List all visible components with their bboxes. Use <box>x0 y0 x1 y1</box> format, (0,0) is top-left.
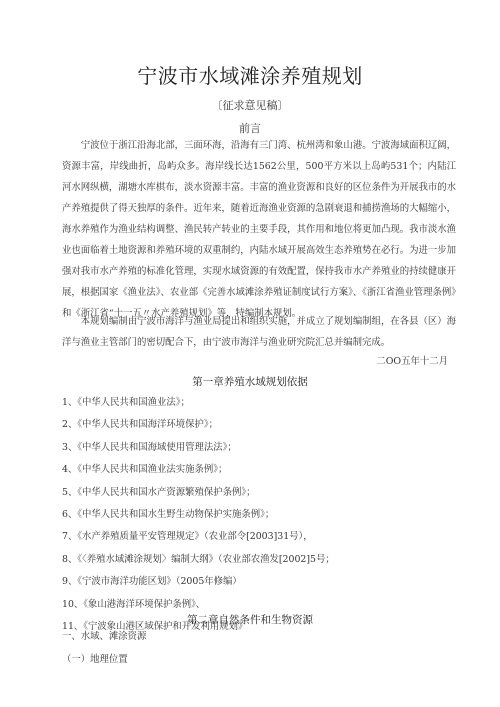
chapter-1-heading: 第一章养殖水域规划依据 <box>192 376 308 388</box>
reference-item: 1、《中华人民共和国渔业法》； <box>62 397 190 408</box>
reference-item: 7、《水产养殖质量平安管理规定》（农业部令[2003]31号）， <box>62 531 313 543</box>
document-subtitle: 〔征求意见稿〕 <box>211 99 289 112</box>
reference-item: 2、《中华人民共和国海洋环境保护》； <box>62 419 218 431</box>
chapter-2-heading: 第二章自然条件和生物资源 <box>187 614 313 626</box>
reference-item: 6、《中华人民共和国水生野生动物保护实施条例》； <box>62 508 275 520</box>
preface-heading: 前言 <box>239 122 261 135</box>
section-heading: 一、水域、滩涂资源 <box>62 631 147 642</box>
reference-item: 10、《象山港海洋环境保护条例》、 <box>62 598 206 610</box>
reference-item: 9、《宁波市海洋功能区划》（2005年修编） <box>62 576 242 588</box>
subsection-heading: （一）地理位置 <box>62 654 128 665</box>
preface-paragraph-2: 本规划编制由宁波市海洋与渔业局提出和组织实施，并成立了规划编制组，在各县（区）海洋与渔业主管部门的密切配合下，由宁波市海洋与渔业研究院汇总并编制完成。 <box>62 316 456 348</box>
preface-paragraph-1: 宁波位于浙江沿海北部，三面环海，沿海有三门湾、杭州湾和象山港。宁波海域面积辽阔，资源丰富，岸线曲折，岛屿众多。海岸线长达1562公里，500平方米以上岛屿531个；内陆江河水网纵横，湖塘水库棋布，淡水资源丰富。丰富的渔业资源和良好的区位条件为开展我市的水产养殖提供了得天独厚的条件。近年来，随着近海渔业资源的急剧衰退和捕捞渔场的大幅缩小，海水养殖作为渔业结构调整、渔民转产转业的主要手段，其作用和地位将更加凸现。我市淡水渔业也面临着土地资源和养殖环境的双重制约，内陆水域开展高效生态养殖势在必行。为进一步加强对我市水产养殖的标准化管理，实现水域资源的有效配置，保持我市水产养殖业的持续健康开展，根据国家《渔业法》、农业部《完善水域滩涂养殖证制度试行方案》、《浙江省渔业管理条例》和《浙江省“十一五〃水产养殖规划》等，特编制本规划。 <box>62 140 456 319</box>
reference-item: 8、《〈养殖水域滩涂规划〉编制大纲》（农业部农渔发[2002]5号； <box>62 553 335 565</box>
reference-item: 4、《中华人民共和国渔业法实施条例》； <box>62 464 228 476</box>
reference-item: 3、《中华人民共和国海域使用管理法法》； <box>62 441 237 453</box>
document-title: 宁波市水域滩涂养殖规划 <box>137 64 363 88</box>
reference-item: 5、《中华人民共和国水产资源繁殖保护条例》； <box>62 486 256 498</box>
reference-item: 11、《宁波象山港区域保护和开发利用规划》 <box>62 620 248 632</box>
reference-list <box>62 392 462 638</box>
document-date: 二OO五年十二月 <box>376 356 448 367</box>
